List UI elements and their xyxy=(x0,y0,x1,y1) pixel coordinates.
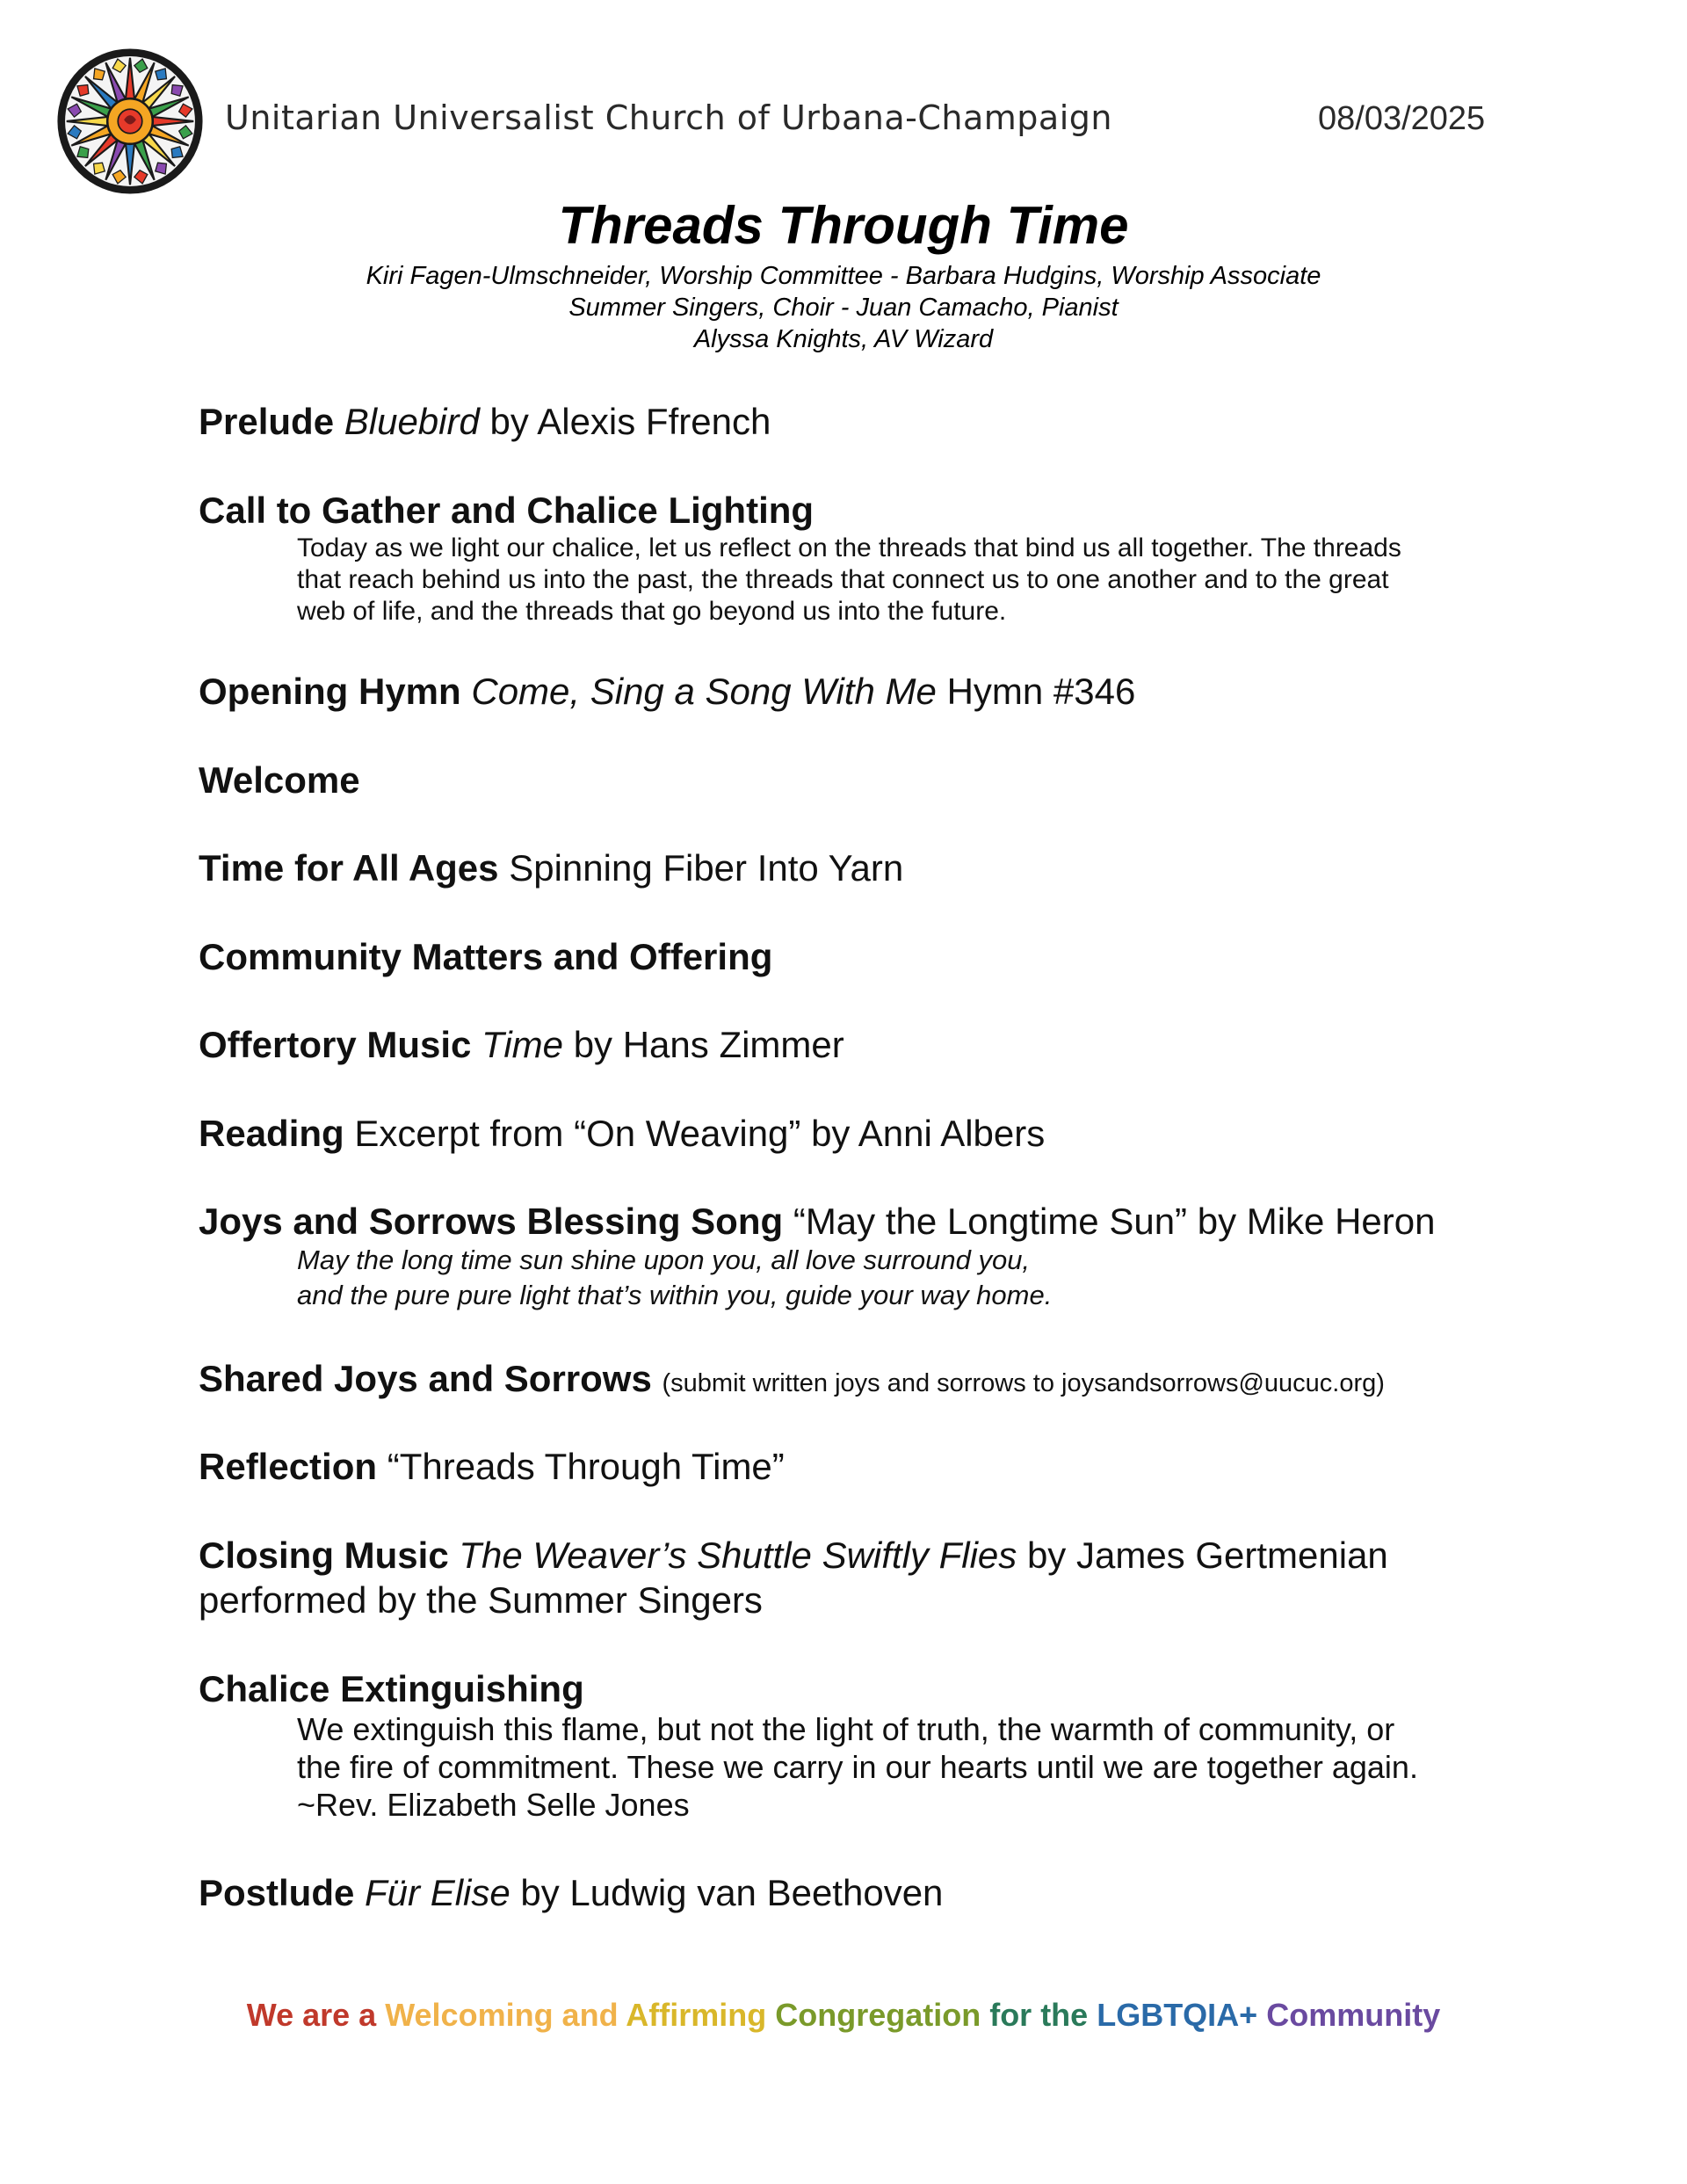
prelude-item xyxy=(199,400,1517,444)
offertory-item xyxy=(199,1023,1517,1067)
piece-title: The Weaver’s Shuttle Swiftly Flies xyxy=(459,1535,1017,1576)
reading-item xyxy=(199,1112,1517,1156)
item-detail: Spinning Fiber Into Yarn xyxy=(509,847,904,889)
closing-music-item xyxy=(199,1534,1517,1578)
community-item xyxy=(199,935,1517,979)
item-label: Community Matters and Offering xyxy=(199,936,773,977)
credit-line: Summer Singers, Choir - Juan Camacho, Pianist xyxy=(568,294,1119,322)
call-to-gather-text xyxy=(297,533,1527,628)
item-label: Time for All Ages xyxy=(199,847,499,889)
item-label: Reading xyxy=(199,1113,344,1154)
item-detail: Hymn #346 xyxy=(936,671,1136,712)
item-label: Postlude xyxy=(199,1872,355,1913)
item-label: Welcome xyxy=(199,759,360,801)
banner-segment: Affirming xyxy=(626,1997,776,2033)
banner-segment: Congregation xyxy=(775,1997,990,2033)
text-line: May the long time sun shine upon you, all love surround you, xyxy=(297,1244,1031,1275)
item-label: Joys and Sorrows Blessing Song xyxy=(199,1201,784,1242)
item-label: Closing Music xyxy=(199,1535,449,1576)
text-line: Today as we light our chalice, let us reflect on the threads that bind us all together. The threads xyxy=(297,533,1401,562)
item-detail: by Ludwig van Beethoven xyxy=(510,1872,944,1913)
church-name: Unitarian Universalist Church of Urbana-Champaign xyxy=(225,98,1112,137)
extinguishing-text xyxy=(297,1710,1527,1824)
piece-title: Come, Sing a Song With Me xyxy=(471,671,937,712)
postlude-item xyxy=(199,1871,1517,1915)
reflection-item xyxy=(199,1445,1517,1489)
banner-segment: Welcoming and xyxy=(385,1997,626,2033)
service-title: Threads Through Time xyxy=(558,196,1129,255)
call-to-gather-item xyxy=(199,489,1517,533)
text-line: We extinguish this flame, but not the light of truth, the warmth of community, or xyxy=(297,1711,1395,1747)
text-line: ~Rev. Elizabeth Selle Jones xyxy=(297,1787,690,1823)
piece-title: Bluebird xyxy=(344,401,480,442)
extinguishing-item xyxy=(199,1667,1517,1711)
text-line: and the pure pure light that’s within you, guide your way home. xyxy=(297,1280,1053,1310)
piece-title: Time xyxy=(481,1024,564,1065)
item-note: (submit written joys and sorrows to joysandsorrows@uucuc.org) xyxy=(662,1369,1385,1397)
opening-hymn-item xyxy=(199,670,1517,714)
item-label: Offertory Music xyxy=(199,1024,472,1065)
item-detail: by Hans Zimmer xyxy=(563,1024,844,1065)
item-label: Reflection xyxy=(199,1446,378,1487)
piece-title: Für Elise xyxy=(365,1872,510,1913)
banner-segment: LGBTQIA+ xyxy=(1097,1997,1267,2033)
credit-line: Kiri Fagen-Ulmschneider, Worship Committee - Barbara Hudgins, Worship Associate xyxy=(366,262,1321,290)
item-label: Shared Joys and Sorrows xyxy=(199,1358,652,1399)
blessing-song-lyrics xyxy=(297,1243,1527,1313)
item-detail: “Threads Through Time” xyxy=(387,1446,785,1487)
shared-joys-item xyxy=(199,1357,1517,1405)
credit-line: Alyssa Knights, AV Wizard xyxy=(693,325,994,353)
item-label: Call to Gather and Chalice Lighting xyxy=(199,490,815,531)
text-line: the fire of commitment. These we carry in our hearts until we are together again. xyxy=(297,1749,1418,1785)
welcome-item xyxy=(199,758,1517,802)
banner-segment: We are a xyxy=(246,1997,386,2033)
banner-segment: Community xyxy=(1266,1997,1441,2033)
text-line: that reach behind us into the past, the threads that connect us to one another and to the great xyxy=(297,565,1389,594)
item-label: Prelude xyxy=(199,401,335,442)
closing-music-performer: performed by the Summer Singers xyxy=(199,1579,763,1621)
item-detail: “May the Longtime Sun” by Mike Heron xyxy=(793,1201,1436,1242)
service-date: 08/03/2025 xyxy=(1318,100,1486,137)
all-ages-item xyxy=(199,846,1517,890)
item-label: Opening Hymn xyxy=(199,671,461,712)
item-detail: Excerpt from “On Weaving” by Anni Albers xyxy=(354,1113,1046,1154)
item-detail: by Alexis Ffrench xyxy=(479,401,771,442)
item-detail: by James Gertmenian xyxy=(1017,1535,1388,1576)
blessing-song-item xyxy=(199,1200,1517,1244)
text-line: web of life, and the threads that go beyond us into the future. xyxy=(297,597,1007,626)
chalice-stained-glass-logo-icon xyxy=(54,46,206,197)
banner-segment: for the xyxy=(989,1997,1097,2033)
item-label: Chalice Extinguishing xyxy=(199,1668,584,1709)
welcoming-congregation-banner xyxy=(0,1997,1687,2034)
service-credits xyxy=(0,260,1687,355)
